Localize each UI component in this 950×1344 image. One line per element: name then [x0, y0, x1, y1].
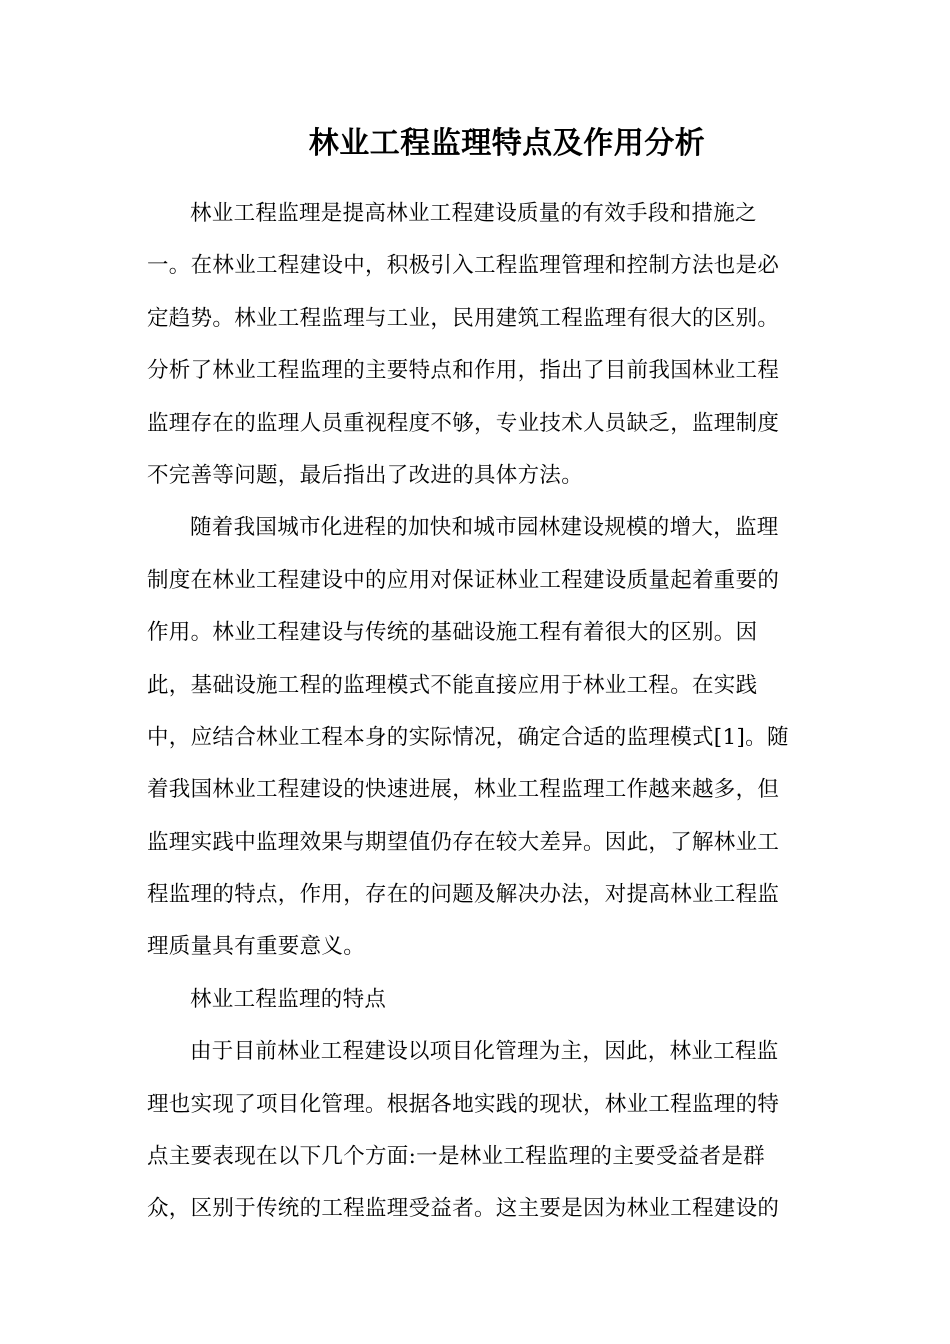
text-line: 监理实践中监理效果与期望值仍存在较大差异。因此，了解林业工 [147, 829, 780, 855]
text-line: 分析了林业工程监理的主要特点和作用，指出了目前我国林业工程 [147, 358, 780, 384]
text-line: 众，区别于传统的工程监理受益者。这主要是因为林业工程建设的 [147, 1196, 780, 1222]
document-body [147, 188, 797, 1236]
text-line: 中，应结合林业工程本身的实际情况，确定合适的监理模式[1]。随 [147, 724, 789, 750]
text-line: 着我国林业工程建设的快速进展，林业工程监理工作越来越多，但 [147, 777, 780, 803]
text-line: 此，基础设施工程的监理模式不能直接应用于林业工程。在实践 [147, 672, 758, 698]
text-line: 随着我国城市化进程的加快和城市园林建设规模的增大，监理 [190, 515, 779, 541]
text-line: 理质量具有重要意义。 [147, 934, 366, 960]
text-line: 程监理的特点，作用，存在的问题及解决办法，对提高林业工程监 [147, 882, 780, 908]
text-line: 点主要表现在以下几个方面:一是林业工程监理的主要受益者是群 [147, 1144, 765, 1170]
text-line: 由于目前林业工程建设以项目化管理为主，因此，林业工程监 [190, 1039, 779, 1065]
document-title: 林业工程监理特点及作用分析 [308, 126, 706, 161]
text-line: 不完善等问题，最后指出了改进的具体方法。 [147, 462, 584, 488]
text-line: 作用。林业工程建设与传统的基础设施工程有着很大的区别。因 [147, 620, 758, 646]
text-line: 理也实现了项目化管理。根据各地实践的现状，林业工程监理的特 [147, 1091, 780, 1117]
text-line: 监理存在的监理人员重视程度不够，专业技术人员缺乏，监理制度 [147, 410, 780, 436]
text-line: 林业工程监理是提高林业工程建设质量的有效手段和措施之 [190, 201, 757, 226]
text-line: 林业工程监理的特点 [190, 986, 387, 1012]
text-line: 一。在林业工程建设中，积极引入工程监理管理和控制方法也是必 [147, 253, 780, 279]
text-line: 定趋势。林业工程监理与工业，民用建筑工程监理有很大的区别。 [147, 305, 780, 331]
text-line: 制度在林业工程建设中的应用对保证林业工程建设质量起着重要的 [147, 567, 780, 593]
